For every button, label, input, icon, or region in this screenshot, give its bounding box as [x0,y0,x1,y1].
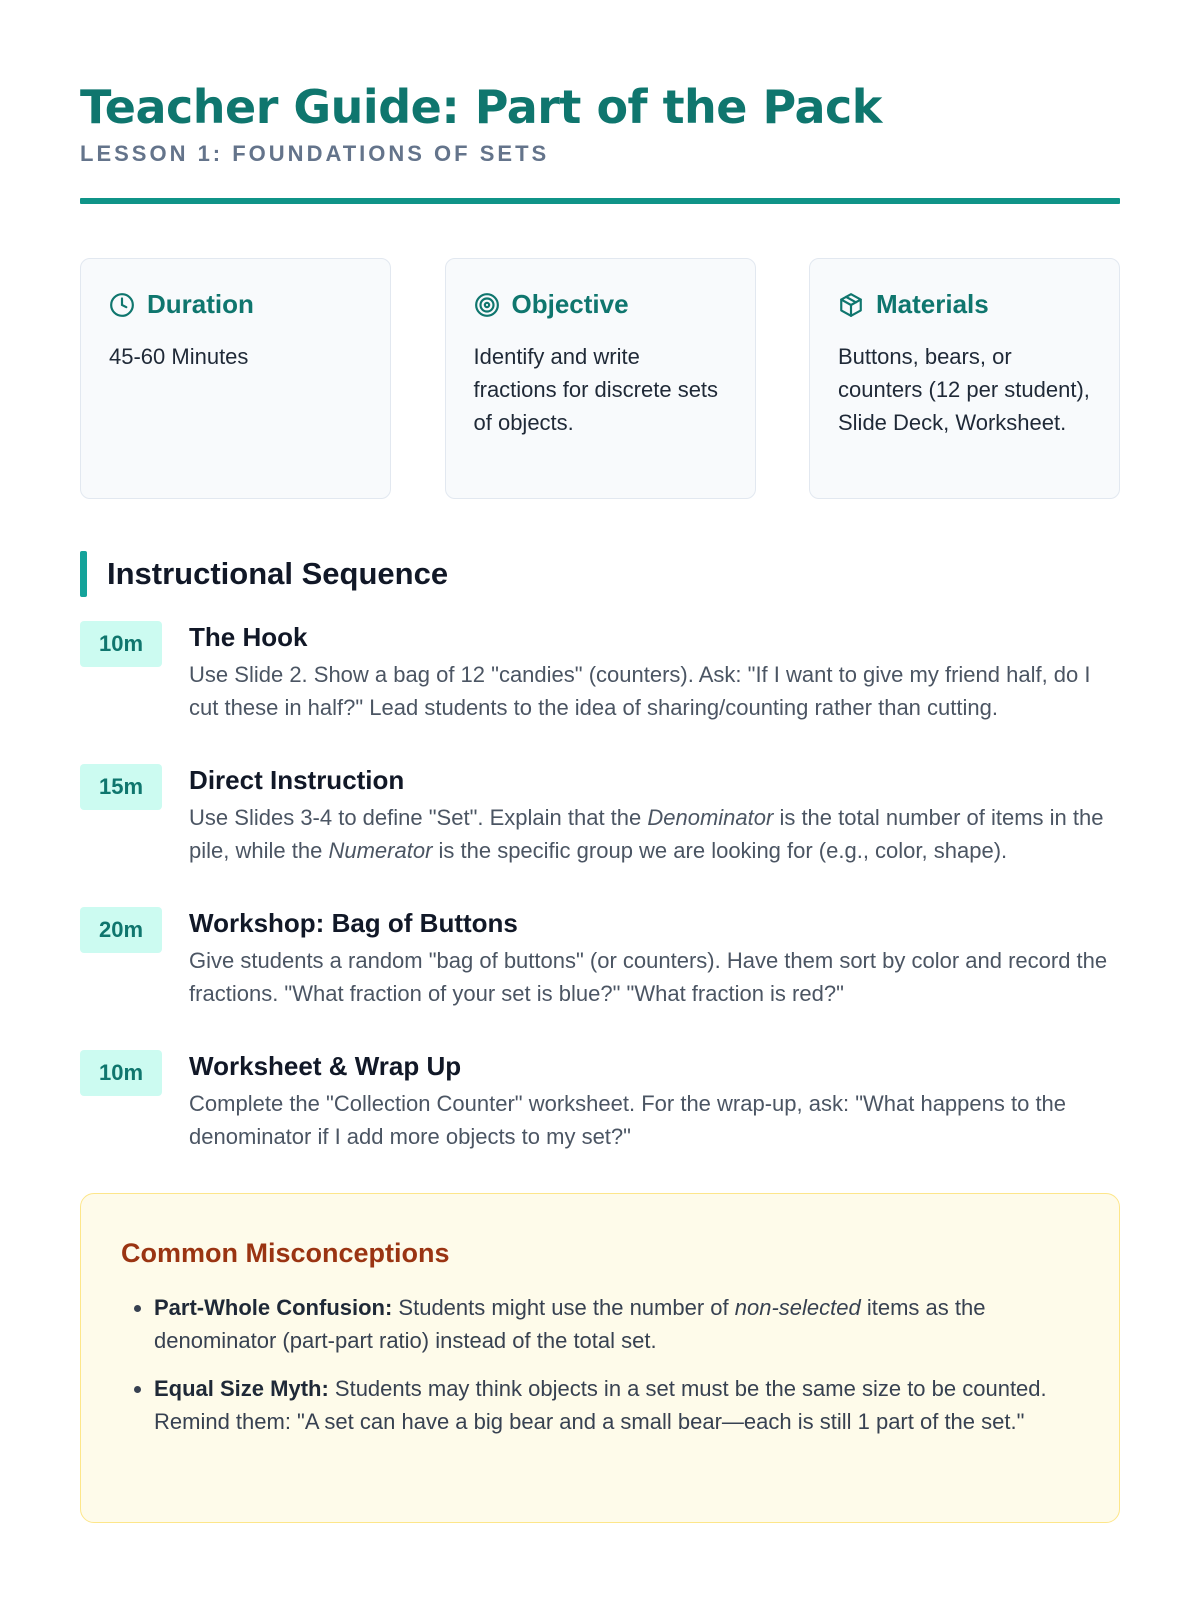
objective-card-title: Objective [511,289,629,319]
misconception-text: Students may think objects in a set must be the same size to be counted. Remind them: "A set can have a big bear and a small bear—each is still 1 part of the set." [154,1376,1047,1434]
step-title: Workshop: Bag of Buttons [189,908,518,938]
clock-icon [109,292,135,318]
step-worksheet-wrap-up [80,1050,1120,1153]
objective-card-body: Identify and write fractions for discrete sets of objects. [473,344,719,435]
materials-card-header [838,289,1091,320]
step-description: Use Slide 2. Show a bag of 12 "candies" (counters). Ask: "If I want to give my friend half, do I cut these in half?" Lead students to the idea of sharing/counting rather than cutting. [189,662,1091,720]
step-content [189,621,1120,724]
step-title: Worksheet & Wrap Up [189,1051,462,1081]
step-description [189,801,1120,867]
step-description-part: is the total number of items in the pile, while the [189,805,1104,863]
step-title: The Hook [189,622,308,652]
misconception-text: items as the denominator (part-part ratio) instead of the total set. [154,1295,986,1353]
materials-card-title: Materials [876,289,989,319]
header-divider [80,198,1120,204]
step-workshop [80,907,1120,1010]
objective-card-header [474,289,727,320]
misconception-emphasis: non-selected [734,1295,861,1320]
denominator-term: Denominator [647,805,774,830]
target-icon [474,292,500,318]
duration-card-header [109,289,362,320]
time-badge: 10m [80,1050,162,1096]
time-badge: 20m [80,907,162,953]
misconception-label: Part-Whole Confusion: [154,1295,393,1320]
info-cards [80,258,1120,499]
step-the-hook [80,621,1120,724]
step-content [189,907,1120,1010]
misconceptions-list [121,1291,1079,1438]
duration-card-body: 45-60 Minutes [109,344,249,369]
instructional-sequence-title: Instructional Sequence [107,556,449,591]
misconception-item [154,1291,1079,1357]
materials-card-body: Buttons, bears, or counters (12 per student), Slide Deck, Worksheet. [838,344,1090,435]
time-badge: 10m [80,621,162,667]
step-content [189,1050,1120,1153]
step-direct-instruction [80,764,1120,867]
materials-card [809,258,1120,499]
step-content [189,764,1120,867]
box-icon [838,292,864,318]
step-title: Direct Instruction [189,765,405,795]
objective-card [445,258,756,499]
lesson-subtitle: LESSON 1: FOUNDATIONS OF SETS [80,141,550,166]
instructional-sequence-header [80,551,1120,597]
sequence-steps [80,621,1120,1153]
step-description-part: Use Slides 3-4 to define "Set". Explain that the [189,805,648,830]
page-title: Teacher Guide: Part of the Pack [80,80,882,134]
step-description-part: is the specific group we are looking for (e.g., color, shape). [432,838,1008,863]
step-description: Give students a random "bag of buttons" (or counters). Have them sort by color and record the fractions. "What fraction of your set is blue?" "What fraction is red?" [189,948,1108,1006]
numerator-term: Numerator [328,838,433,863]
step-description: Complete the "Collection Counter" worksheet. For the wrap-up, ask: "What happens to the denominator if I add more objects to my set?" [189,1091,1067,1149]
section-accent-bar [80,551,87,597]
misconception-label: Equal Size Myth: [154,1376,329,1401]
misconceptions-callout [80,1193,1120,1523]
duration-card-title: Duration [147,289,254,319]
misconception-text: Students might use the number of [392,1295,735,1320]
misconception-item [154,1372,1079,1438]
duration-card [80,258,391,499]
time-badge: 15m [80,764,162,810]
misconceptions-title: Common Misconceptions [121,1238,450,1268]
